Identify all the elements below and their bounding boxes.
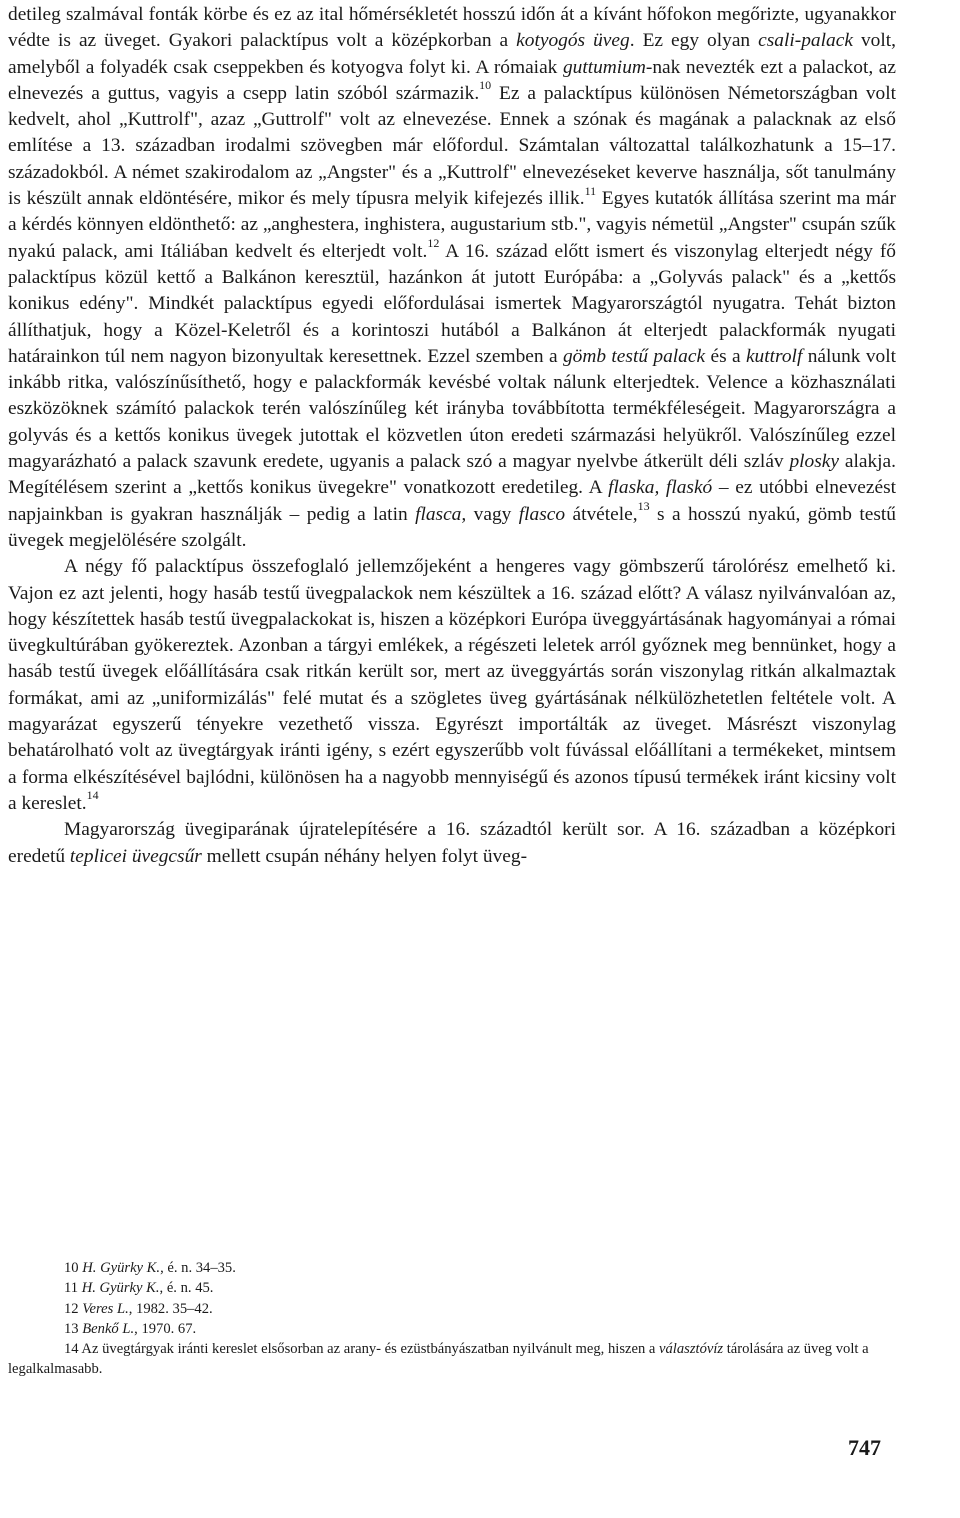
italic-text: flasca, xyxy=(415,503,467,525)
footnote xyxy=(8,1299,898,1319)
text-run: s a hosszú nyakú, gömb testű üvegek megjelölésére szolgált. xyxy=(8,503,896,551)
text-run: – ez utóbbi elnevezést napjainkban is gyakran használják – pedig a latin xyxy=(8,477,896,525)
text-run: , é. n. 34–35. xyxy=(160,1260,236,1276)
text-run: detileg szalmával fonták körbe és ez az ital hőmérsékletét hosszú időn át a kívánt hőfokon megőrizte, ugyanakkor védte is az üveget. Gyakori palacktípus volt a középkorban a xyxy=(8,4,896,52)
text-run: tárolására az üveg volt a legalkalmasabb. xyxy=(8,1341,869,1378)
italic-text: H. Gyürky K. xyxy=(81,1280,160,1297)
page-number: 747 xyxy=(848,1435,881,1460)
footnote-reference: 11 xyxy=(584,183,597,198)
italic-text: H. Gyürky K. xyxy=(82,1260,161,1276)
italic-text: kuttrolf xyxy=(745,345,803,367)
italic-text: plosky xyxy=(789,451,840,473)
footnote-reference: 13 xyxy=(637,499,650,514)
italic-text: Benkő L. xyxy=(82,1320,135,1337)
footnote-reference: 14 xyxy=(86,788,99,803)
text-run: alakja. Megítélésem szerint a „kettős konikus üvegekre" vonatkozott eredetileg. A xyxy=(8,451,896,499)
footnote-reference: 12 xyxy=(427,236,440,251)
text-run: Ez a palacktípus különösen Németországban volt kedvelt, ahol „Kuttrolf", azaz „Guttrolf" volt az elnevezése. Ennek a szónak és magának a palacknak az első említése a 13. században irodalmi szövegben már előfordul. Számtalan változattal találkozhatunk a 15–17. századokból. A német szakirodalom az „Angster" és a „Kuttrolf" elnevezéseket keverve használja, sőt tanulmány is készült annak eldöntésére, mikor és mely típusra melyik kifejezés illik. xyxy=(8,82,896,210)
text-run: átvétele, xyxy=(565,503,638,525)
text-run: , é. n. 45. xyxy=(159,1280,214,1297)
text-run: nálunk volt inkább ritka, valószínűsíthető, hogy e palackformák kevésbé voltak nálunk elterjedtek. Velence a közhasználati eszközöknek számító palackok terén valószínűleg két irányba továbbította termékféleségeit. Magyarországra a golyvás és a kettős konikus üvegek jutottak el közvetlen úton eredeti származási helyükről. Valószínűleg ezzel magyarázható a palack szavunk eredete, ugyanis a palack szó a magyar nyelvbe átkerült déli szláv xyxy=(8,345,897,473)
italic-text: csali-palack xyxy=(758,30,853,52)
footnote xyxy=(8,1339,898,1380)
footnote-reference: 10 xyxy=(479,78,492,93)
italic-text: kotyogós üveg xyxy=(516,30,630,52)
text-run: vagy xyxy=(466,503,519,525)
text-run: 12 xyxy=(64,1300,83,1317)
italic-text: flaska, flaskó xyxy=(608,477,713,499)
italic-text: guttumium xyxy=(562,56,646,78)
italic-text: választóvíz xyxy=(659,1341,724,1358)
text-run: -nak nevezték ezt a palackot, az elnevezés a guttus, vagyis a csepp latin szóból származik. xyxy=(8,56,896,104)
paragraph xyxy=(8,2,896,554)
text-run: és a xyxy=(705,345,746,367)
footnote xyxy=(8,1319,898,1339)
text-run: Magyarország üvegiparának újratelepítésére a 16. századtól került sor. A 16. században a középkori eredetű xyxy=(8,819,896,867)
footnotes xyxy=(8,1258,898,1380)
text-run: mellett csupán néhány helyen folyt üveg- xyxy=(201,845,528,867)
footnote xyxy=(8,1278,898,1298)
paragraph xyxy=(8,817,896,870)
text-run: , 1970. 67. xyxy=(134,1320,197,1337)
text-run: 11 xyxy=(64,1280,82,1297)
text-run: volt, amelyből a folyadék csak cseppekben és kotyogva folyt ki. A rómaiak xyxy=(8,30,896,78)
text-run: 14 Az üvegtárgyak iránti kereslet elsősorban az arany- és ezüstbányászatban nyilvánult meg, hiszen a xyxy=(64,1341,660,1358)
text-run: Egyes kutatók állítása szerint ma már a kérdés könnyen eldönthető: az „anghestera, inghistera, augustarium stb.", vagyis németül „Angster" csupán szűk nyakú palack, ami Itáliában kedvelt és elterjedt volt. xyxy=(8,188,896,262)
italic-text: flasco xyxy=(518,503,566,525)
text-run: A 16. század előtt ismert és viszonylag elterjedt négy fő palacktípus közül kettő a Balkánon keresztül, hazánkon át jutott Európába: a „Golyvás palack" és a „kettős konikus edény". Mindkét palacktípus egyedi előfordulásai ismertek Magyarországtól nyugatra. Tehát bizton állíthatjuk, hogy a Közel-Keletről és a korintoszi hutából a Balkánon át elterjedt palackformák nyugati határainkon túl nem nagyon bizonyultak keresettnek. Ezzel szemben a xyxy=(8,240,896,367)
text-run: , 1982. 35–42. xyxy=(128,1300,213,1317)
text-run: . Ez egy olyan xyxy=(629,30,759,52)
paragraph xyxy=(8,554,896,817)
text-run: 10 xyxy=(64,1260,83,1276)
italic-text: gömb testű palack xyxy=(562,345,706,367)
italic-text: Veres L. xyxy=(82,1300,129,1317)
italic-text: teplicei üvegcsűr xyxy=(69,845,202,867)
text-run: A négy fő palacktípus összefoglaló jellemzőjeként a hengeres vagy gömbszerű tárolórész emelhető ki. Vajon ez azt jelenti, hogy hasáb testű üvegpalackok nem készültek a 16. század előtt? A válasz nyilvánvalóan az, hogy készítettek hasáb testű üvegpalackokat is, hiszen a középkori Európa üveggyártásának hagyományai a római üvegkultúrában gyökereztek. Azonban a tárgyi emlékek, a régészeti leletek arról győznek meg bennünket, hogy a hasáb testű üvegek előállítására csak ritkán került sor, mert az üveggyártás során viszonylag ritkán alkalmaztak formákat, ami az „uniformizálás" felé mutat és a szögletes üveg gyártásának nélkülözhetetlen feltétele volt. A magyarázat egyszerű tényekre vezethető vissza. Egyrészt importálták az üveget. Másrészt viszonylag behatárolható volt az üvegtárgyak iránti igény, s ezért egyszerűbb volt fúvással előállítani a termékeket, mintsem a forma elkészítésével bajlódni, különösen ha a nagyobb mennyiségű és azonos típusú termékek iránt kicsiny volt a kereslet. xyxy=(8,556,896,814)
footnote xyxy=(8,1258,898,1278)
body-text xyxy=(8,2,896,870)
text-run: 13 xyxy=(64,1320,83,1337)
